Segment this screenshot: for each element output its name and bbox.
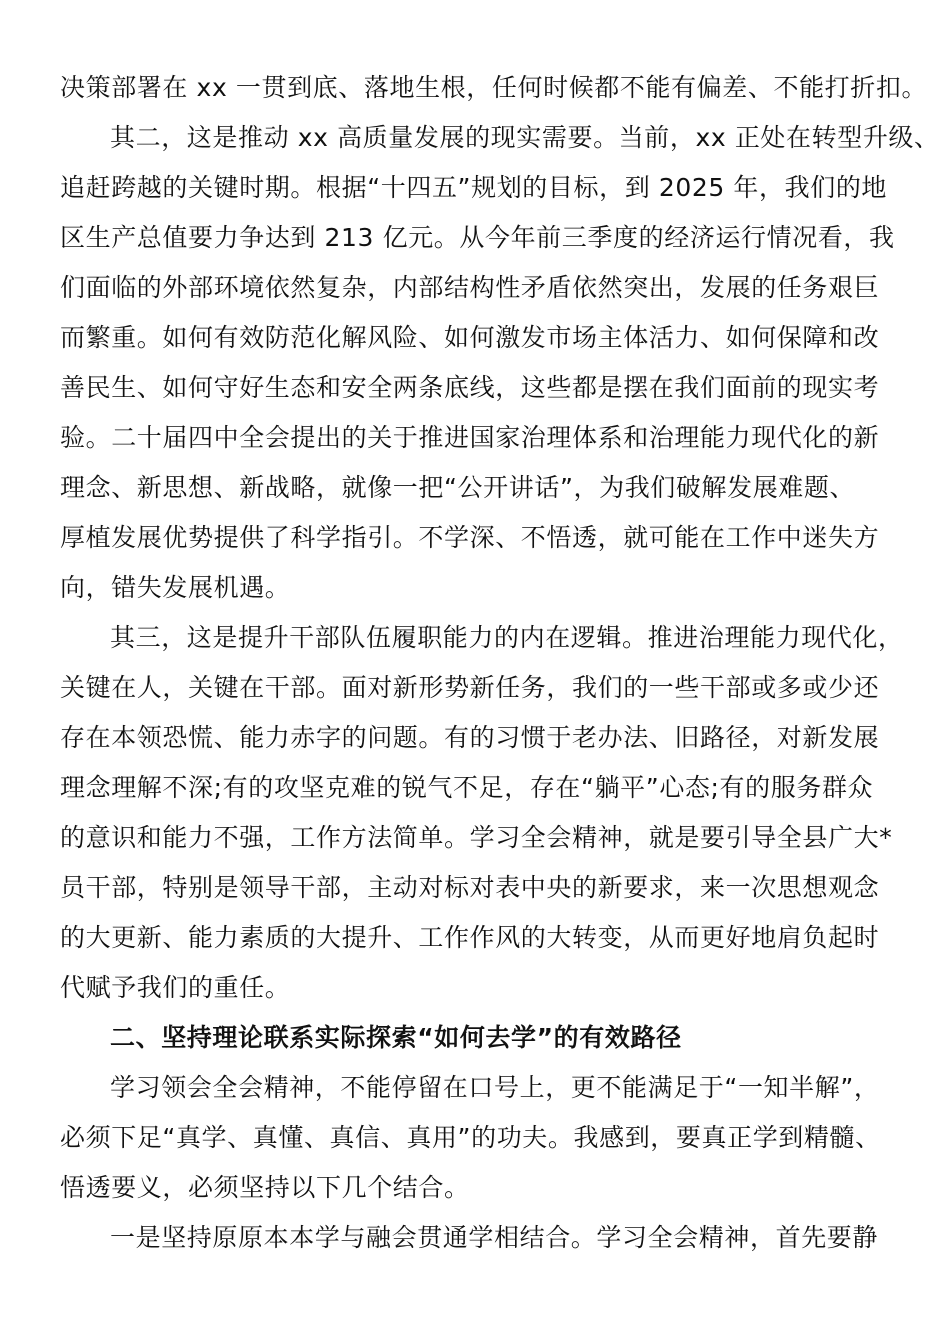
- text-line: 追赶跨越的关键时期。根据“十四五”规划的目标，到 2025 年，我们的地: [60, 173, 888, 202]
- text-line: 理念、新思想、新战略，就像一把“公开讲话”，为我们破解发展难题、: [60, 473, 856, 502]
- text-line: 决策部署在 xx 一贯到底、落地生根，任何时候都不能有偏差、不能打折扣。: [60, 73, 928, 102]
- paragraph-first-line: 其三，这是提升干部队伍履职能力的内在逻辑。推进治理能力现代化，: [110, 623, 904, 652]
- text-line: 们面临的外部环境依然复杂，内部结构性矛盾依然突出，发展的任务艰巨: [60, 273, 880, 302]
- text-line: 的大更新、能力素质的大提升、工作作风的大转变，从而更好地肩负起时: [60, 923, 880, 952]
- text-line: 区生产总值要力争达到 213 亿元。从今年前三季度的经济运行情况看，我: [60, 223, 895, 252]
- text-line: 善民生、如何守好生态和安全两条底线，这些都是摆在我们面前的现实考: [60, 373, 880, 402]
- text-line: 的意识和能力不强，工作方法简单。学习全会精神，就是要引导全县广大*: [60, 823, 893, 852]
- text-line: 必须下足“真学、真懂、真信、真用”的功夫。我感到，要真正学到精髓、: [60, 1123, 881, 1152]
- text-line: 向，错失发展机遇。: [60, 573, 291, 602]
- text-line: 代赋予我们的重任。: [60, 973, 291, 1002]
- paragraph-first-line: 其二，这是推动 xx 高质量发展的现实需要。当前，xx 正处在转型升级、: [110, 123, 940, 152]
- text-line: 存在本领恐慌、能力赤字的问题。有的习惯于老办法、旧路径，对新发展: [60, 723, 880, 752]
- paragraph-first-line: 一是坚持原原本本学与融会贯通学相结合。学习全会精神，首先要静: [110, 1223, 879, 1252]
- text-line: 厚植发展优势提供了科学指引。不学深、不悟透，就可能在工作中迷失方: [60, 523, 880, 552]
- text-line: 理念理解不深;有的攻坚克难的锐气不足，存在“躺平”心态;有的服务群众: [60, 773, 874, 802]
- text-line: 验。二十届四中全会提出的关于推进国家治理体系和治理能力现代化的新: [60, 423, 880, 452]
- paragraph-first-line: 学习领会全会精神，不能停留在口号上，更不能满足于“一知半解”，: [110, 1073, 880, 1102]
- text-line: 员干部，特别是领导干部，主动对标对表中央的新要求，来一次思想观念: [60, 873, 880, 902]
- text-line: 关键在人，关键在干部。面对新形势新任务，我们的一些干部或多或少还: [60, 673, 880, 702]
- text-line: 而繁重。如何有效防范化解风险、如何激发市场主体活力、如何保障和改: [60, 323, 880, 352]
- text-line: 悟透要义，必须坚持以下几个结合。: [60, 1173, 470, 1202]
- section-heading: 二、坚持理论联系实际探索“如何去学”的有效路径: [110, 1023, 682, 1052]
